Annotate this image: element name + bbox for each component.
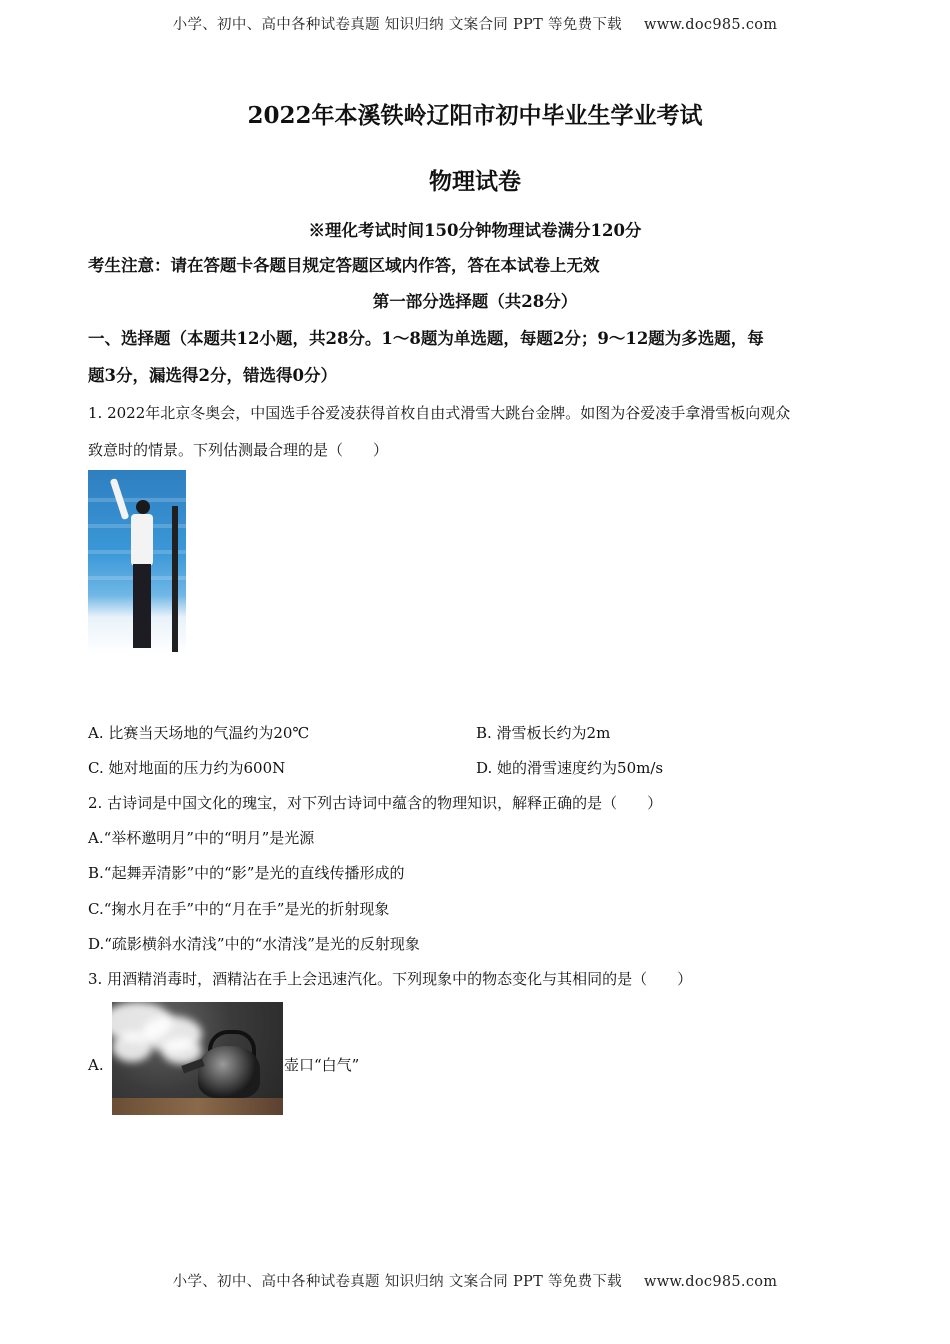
footer-site[interactable]: www.doc985.com bbox=[643, 1274, 778, 1290]
skier-photo bbox=[88, 470, 186, 654]
q1-stem-line1: 1. 2022年北京冬奥会，中国选手谷爱凌获得首枚自由式滑雪大跳台金牌。如图为谷爱凌手拿滑雪板向观众 bbox=[88, 404, 791, 422]
q3-option-a-label: A. bbox=[88, 1056, 104, 1074]
page-header bbox=[0, 13, 950, 34]
q2-option-c: C.“掬水月在手”中的“月在手”是光的折射现象 bbox=[88, 900, 390, 918]
q1-option-c: C. 她对地面的压力约为600N bbox=[88, 759, 286, 777]
exam-notice: 考生注意：请在答题卡各题目规定答题区域内作答，答在本试卷上无效 bbox=[88, 256, 600, 275]
part-one-heading: 第一部分选择题（共28分） bbox=[372, 292, 578, 311]
q2-option-b: B.“起舞弄清影”中的“影”是光的直线传播形成的 bbox=[88, 864, 405, 882]
q1-option-a: A. 比赛当天场地的气温约为20℃ bbox=[88, 724, 310, 742]
q1-option-b: B. 滑雪板长约为2m bbox=[476, 724, 611, 742]
section-one-line2: 题3分，漏选得2分，错选得0分） bbox=[88, 366, 337, 385]
page-footer bbox=[0, 1270, 950, 1291]
exam-subject: 物理试卷 bbox=[429, 168, 521, 195]
footer-text: 小学、初中、高中各种试卷真题 知识归纳 文案合同 PPT 等免费下载 bbox=[172, 1274, 622, 1290]
section-one-line1: 一、选择题（本题共12小题，共28分。1～8题为单选题，每题2分；9～12题为多选题，每 bbox=[88, 329, 764, 348]
q3-stem: 3. 用酒精消毒时，酒精沾在手上会迅速汽化。下列现象中的物态变化与其相同的是（ ） bbox=[88, 970, 693, 988]
q1-stem-line2: 致意时的情景。下列估测最合理的是（ ） bbox=[88, 441, 389, 459]
exam-title: 2022年本溪铁岭辽阳市初中毕业生学业考试 bbox=[247, 102, 703, 129]
header-site[interactable]: www.doc985.com bbox=[643, 17, 778, 33]
kettle-steam-photo bbox=[112, 1002, 283, 1115]
q2-option-a: A.“举杯邀明月”中的“明月”是光源 bbox=[88, 829, 315, 847]
exam-time-note: ※理化考试时间150分钟物理试卷满分120分 bbox=[308, 221, 642, 240]
q3-option-a-text: 壶口“白气” bbox=[284, 1056, 360, 1074]
q2-option-d: D.“疏影横斜水清浅”中的“水清浅”是光的反射现象 bbox=[88, 935, 420, 953]
q2-stem: 2. 古诗词是中国文化的瑰宝，对下列古诗词中蕴含的物理知识，解释正确的是（ ） bbox=[88, 794, 663, 812]
header-text: 小学、初中、高中各种试卷真题 知识归纳 文案合同 PPT 等免费下载 bbox=[172, 17, 622, 33]
q1-option-d: D. 她的滑雪速度约为50m/s bbox=[476, 759, 664, 777]
